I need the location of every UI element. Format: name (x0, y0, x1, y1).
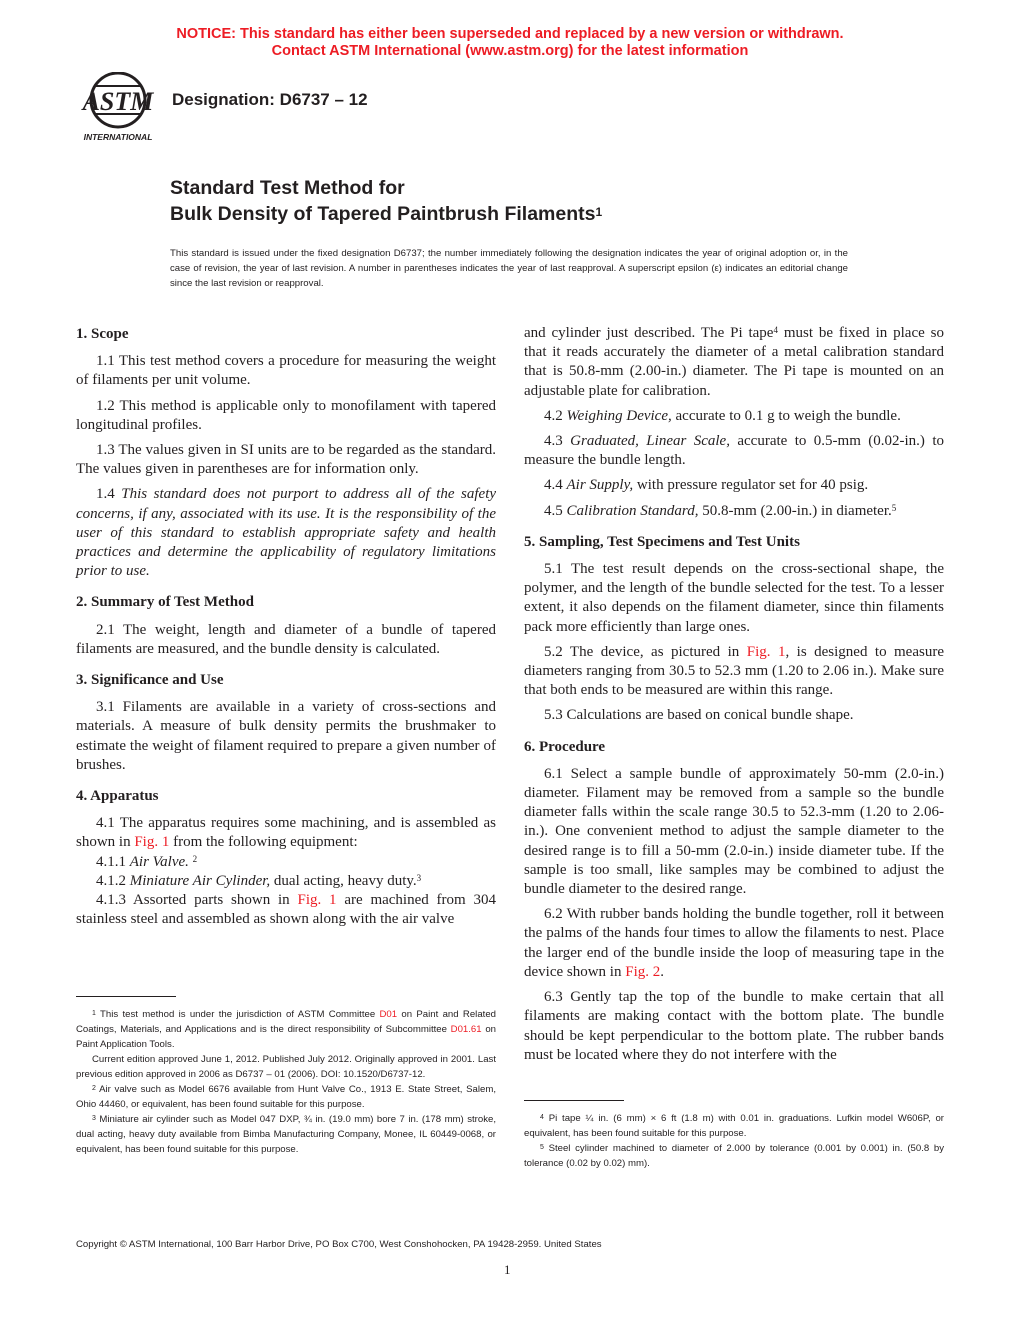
footnote-rule-right (524, 1100, 624, 1101)
text: 50.8-mm (2.00-in.) in diameter. (698, 502, 892, 519)
para-5-3: 5.3 Calculations are based on conical bundle shape. (544, 707, 854, 724)
item-name: Air Valve. (129, 853, 189, 870)
fig-1-link[interactable]: Fig. 1 (134, 834, 170, 851)
text: on Paint and Related Coatings, Materials, and Applications and is the direct responsibility of Subcommittee (76, 1009, 496, 1035)
section-2-heading: 2. Summary of Test Method (76, 594, 254, 611)
footnote-number: 1 (92, 1010, 96, 1017)
section-4-heading: 4. Apparatus (76, 788, 159, 805)
section-6-heading: 6. Procedure (524, 738, 606, 755)
item-name: Graduated, Linear Scale, (570, 433, 730, 450)
fig-2-link[interactable]: Fig. 2 (625, 963, 661, 980)
para-3-1: 3.1 Filaments are available in a variety of cross-sections and materials. A measure of bulk density permits the brushmaker to estimate the weight of filament required to prepare a given number of brushes. (76, 699, 496, 773)
para-number: 1.4 (96, 486, 122, 503)
fig-1-link[interactable]: Fig. 1 (746, 643, 786, 660)
para-2-1: 2.1 The weight, length and diameter of a bundle of tapered filaments are measured, and the bundle density is calculated. (76, 621, 496, 657)
text: on Paint Application Tools. (76, 1024, 496, 1050)
footnote-4 (524, 1111, 944, 1141)
text: Pi tape ¼ in. (6 mm) × 6 ft (1.8 m) with 0.01 in. graduations. Lufkin model W606P, or equivalent, has been found suitable for this purpose. (524, 1113, 944, 1139)
committee-d01-link[interactable]: D01 (379, 1009, 398, 1020)
notice-line-2: Contact ASTM International (www.astm.org) for the latest information (271, 43, 749, 59)
left-column (76, 322, 496, 935)
item-name: Calibration Standard, (566, 502, 699, 519)
footnote-ref-3[interactable]: 3 (416, 872, 422, 883)
text: 4.1 The apparatus requires some machining, and is assembled as shown in (76, 815, 496, 851)
text: with pressure regulator set for 40 psig. (633, 477, 869, 494)
designation: Designation: D6737 – 12 (172, 90, 368, 109)
text: 5.2 The device, as pictured in (544, 643, 747, 660)
footnote-rule-left (76, 996, 176, 997)
footnote-ref-4[interactable]: 4 (773, 325, 778, 335)
standard-intro-note: This standard is issued under the fixed designation D6737; the number immediately following the designation indicates the year of original adoption or, in the case of revision, the year of last revision. A number in parentheses indicates the year of last reapproval. A superscript epsilon (ε) indicates an editorial change since the last revision or reapproval. (170, 248, 848, 289)
para-4-5 (524, 502, 944, 521)
para-number: 4.1.2 (96, 872, 130, 889)
para-4-1 (76, 814, 496, 852)
para-4-1-2 (76, 872, 496, 891)
para-4-1-1 (76, 853, 496, 872)
logo-text: ASTM (82, 87, 154, 116)
text: This test method is under the jurisdiction of ASTM Committee (95, 1009, 380, 1020)
para-1-3: 1.3 The values given in SI units are to be regarded as the standard. The values given in parentheses are for information only. (76, 442, 496, 478)
para-number: 4.3 (544, 433, 571, 450)
footnote-ref-5[interactable]: 5 (891, 502, 897, 513)
text: from the following equipment: (169, 834, 358, 851)
para-number: 4.2 (544, 407, 567, 424)
text: accurate to 0.5-mm (0.02-in.) to measure the bundle length. (524, 433, 944, 469)
text: are machined from 304 stainless steel and assembled as shown along with the air valve (76, 892, 497, 928)
para-4-4 (524, 476, 944, 495)
footnote-ref-2[interactable]: 2 (192, 853, 198, 864)
text: , is designed to measure diameters ranging from 30.5 to 52.3 mm (1.20 to 2.06 in.). Make sure that both ends to be measured are within this range. (524, 643, 944, 699)
page-number: 1 (504, 1262, 511, 1277)
text: dual acting, heavy duty. (270, 872, 417, 889)
safety-caveat: This standard does not purport to address all of the safety concerns, if any, associated with its use. It is the responsibility of the user of this standard to establish appropriate safety and health practices and determine the applicability of regulatory limitations prior to use. (76, 486, 497, 580)
footnote-number: 4 (540, 1114, 544, 1121)
fig-1-link[interactable]: Fig. 1 (297, 892, 337, 909)
para-1-2: 1.2 This method is applicable only to monofilament with tapered longitudinal profiles. (76, 397, 496, 433)
title-footnote-ref[interactable]: 1 (595, 205, 603, 219)
para-4-1-3 (76, 891, 496, 929)
para-5-1: 5.1 The test result depends on the cross-sectional shape, the polymer, and the length of the bundle selected for the test. To a lesser extent, it also depends on the filament diameter, since thin filaments pack more efficiently than large ones. (524, 561, 944, 635)
footnote-1 (76, 1007, 496, 1052)
para-number: 4.1.1 (96, 853, 130, 870)
text: accurate to 0.1 g to weigh the bundle. (671, 407, 901, 424)
text: and cylinder just described. The Pi tape (524, 325, 774, 341)
astm-logo-icon (76, 72, 160, 144)
section-3-heading: 3. Significance and Use (76, 672, 224, 689)
para-4-2 (524, 407, 944, 426)
para-number: 4.4 (544, 477, 567, 494)
footnote-2 (76, 1082, 496, 1112)
para-6-2 (524, 905, 944, 982)
title-line-1: Standard Test Method for (170, 177, 405, 199)
footnote-3 (76, 1112, 496, 1157)
document-title (170, 175, 602, 227)
text: 4.1.3 Assorted parts shown in (96, 892, 298, 909)
subcommittee-link[interactable]: D01.61 (450, 1024, 482, 1035)
para-6-1: 6.1 Select a sample bundle of approximately 50-mm (2.0-in.) diameter. Filament may be removed from a sample so the bundle diameter falls within the scale range 30.5 to 52.3-mm (1.20 to 2.06-in.). One convenient method to adjust the sample diameter to the desired range is to fill a 50-mm (2.0-in.) inside diameter tube. If the sample is too small, like samples may be combined to adjust the bundle diameter to the desired range. (524, 765, 944, 898)
para-4-1-3-continued (524, 324, 944, 401)
item-name: Weighing Device, (566, 407, 672, 424)
text: Steel cylinder machined to diameter of 2.000 by tolerance (0.001 by 0.001) in. (50.8 by tolerance (0.02 by 0.02) mm). (524, 1143, 944, 1169)
astm-logo (76, 72, 160, 144)
footnote-number: 3 (92, 1115, 96, 1122)
text: Air valve such as Model 6676 available from Hunt Valve Co., 1913 E. State Street, Salem, Ohio 44460, or equivalent, has been found suitable for this purpose. (76, 1084, 496, 1110)
withdrawn-notice (0, 26, 1020, 60)
text: . (660, 963, 664, 980)
footnotes-left (76, 1007, 496, 1157)
para-1-4 (76, 485, 496, 581)
para-number: 4.5 (544, 502, 567, 519)
text: must be fixed in place so that it reads accurately the diameter of a metal calibration standard that is 50.8-mm (2.00-in.) diameter. The Pi tape is mounted on an adjustable plate for calibration. (524, 325, 944, 399)
para-6-3: 6.3 Gently tap the top of the bundle to make certain that all filaments are making contact with the bottom plate. The bundle should be kept perpendicular to the bottom plate. The rubber bands must be located where they do not interfere with the (524, 989, 944, 1063)
title-line-2 (170, 201, 602, 227)
footnote-number: 2 (92, 1085, 96, 1092)
section-5-heading: 5. Sampling, Test Specimens and Test Units (524, 533, 800, 550)
footnotes-right (524, 1111, 944, 1171)
item-name: Air Supply, (566, 477, 634, 494)
text: 6.2 With rubber bands holding the bundle together, roll it between the palms of the hands four times to allow the filaments to nest. Place the larger end of the bundle inside the loop of measuring tape in the device shown in (524, 906, 944, 980)
copyright-line: Copyright © ASTM International, 100 Barr Harbor Drive, PO Box C700, West Conshohocken, PA 19428-2959. United States (76, 1239, 602, 1250)
right-column (524, 324, 944, 1071)
section-1-heading: 1. Scope (76, 326, 129, 342)
para-5-2 (524, 643, 944, 701)
item-name: Miniature Air Cylinder, (129, 872, 271, 889)
para-4-3 (524, 432, 944, 470)
notice-line-1: NOTICE: This standard has either been superseded and replaced by a new version or withdrawn. (176, 26, 844, 42)
logo-subtext: INTERNATIONAL (83, 132, 153, 142)
title-main: Bulk Density of Tapered Paintbrush Filaments (170, 203, 596, 225)
footnote-1-edition: Current edition approved June 1, 2012. Published July 2012. Originally approved in 2001. Last previous edition approved in 2006 as D6737 – 01 (2006). DOI: 10.1520/D6737-12. (76, 1054, 496, 1080)
para-1-1: 1.1 This test method covers a procedure for measuring the weight of filaments per unit volume. (76, 353, 496, 389)
footnote-5 (524, 1141, 944, 1171)
footnote-number: 5 (540, 1144, 544, 1151)
text: Miniature air cylinder such as Model 047 DXP, ¾ in. (19.0 mm) bore 7 in. (178 mm) stroke, dual acting, heavy duty available from Bimba Manufacturing Company, Monee, IL 60449-0068, or equivalent, has been found suitable for this purpose. (76, 1114, 496, 1155)
